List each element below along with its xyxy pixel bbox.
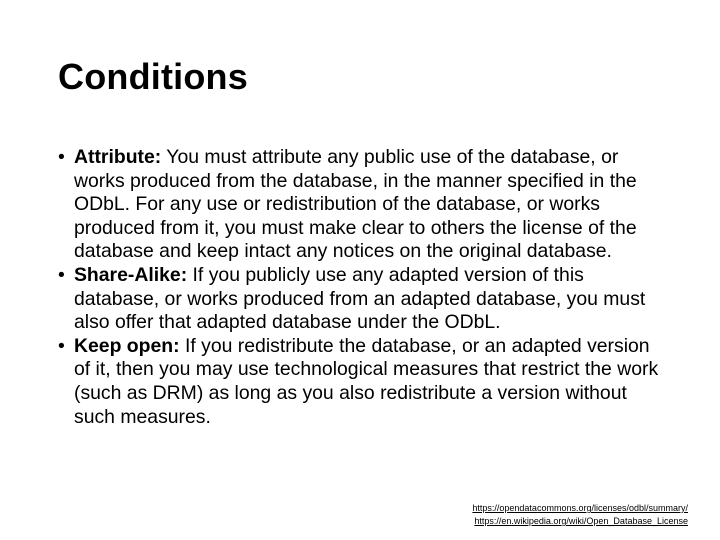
condition-item-attribute [58, 146, 668, 264]
condition-text: If you publicly use any adapted version of this database, or works produced from an adapted database, you must also offer that adapted database under the ODbL. [74, 263, 646, 334]
condition-text: If you redistribute the database, or an adapted version of it, then you may use technological measures that restrict the work (such as DRM) as long as you also redistribute a version without such measures. [74, 334, 659, 428]
condition-text: You must attribute any public use of the database, or works produced from the database, in the manner specified in the ODbL. For any use or redistribution of the database, or works produced from it, you must make clear to others the license of the database and keep intact any notices on the original database. [74, 146, 637, 263]
condition-item-keep-open [58, 335, 668, 429]
source-link-wikipedia[interactable]: https://en.wikipedia.org/wiki/Open_Database_License [474, 516, 688, 526]
bullet-marker: • [58, 146, 65, 168]
slide-title: Conditions [58, 56, 248, 97]
conditions-list [58, 146, 668, 429]
source-links [472, 502, 688, 528]
condition-item-share-alike [58, 264, 668, 335]
bullet-marker: • [58, 334, 65, 357]
condition-term: Share-Alike: [74, 263, 188, 286]
bullet-marker: • [58, 263, 65, 286]
source-link-odbl-summary[interactable]: https://opendatacommons.org/licenses/odbl/summary/ [472, 503, 688, 513]
condition-term: Keep open: [74, 334, 180, 357]
condition-term: Attribute: [74, 146, 162, 168]
